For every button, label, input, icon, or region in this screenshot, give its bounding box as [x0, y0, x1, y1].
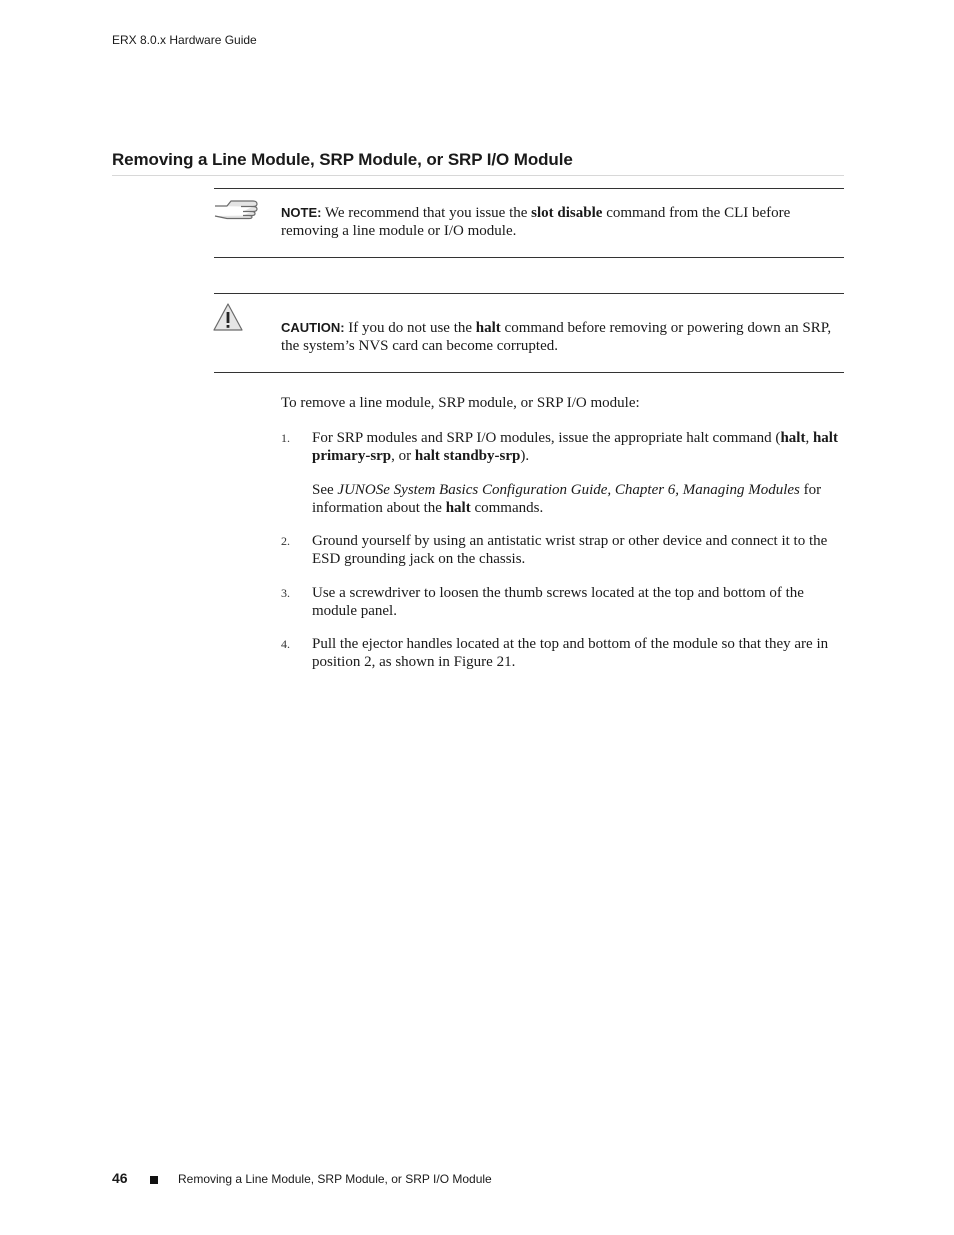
section-title: Removing a Line Module, SRP Module, or SRP I/O Module: [112, 150, 844, 176]
step-number: 4.: [281, 637, 290, 651]
note-top-rule: [214, 188, 844, 189]
step-text: Use a screwdriver to loosen the thumb screws located at the top and bottom of the module panel.: [312, 585, 804, 619]
slot-disable-command: slot disable: [531, 205, 603, 221]
step-text: For SRP modules and SRP I/O modules, issue the appropriate halt command (halt, halt primary-srp, or halt standby-srp).: [312, 430, 838, 464]
footer-section-title: Removing a Line Module, SRP Module, or SRP I/O Module: [178, 1172, 492, 1186]
step-see-also: See JUNOSe System Basics Configuration Guide, Chapter 6, Managing Modules for information about the halt commands.: [312, 482, 822, 516]
procedure-intro: To remove a line module, SRP module, or SRP I/O module:: [281, 395, 640, 411]
cross-reference: JUNOSe System Basics Configuration Guide, Chapter 6, Managing Modules: [337, 482, 800, 498]
footer-bullet-square: [150, 1176, 158, 1184]
page-number: 46: [112, 1170, 128, 1186]
step-number: 2.: [281, 534, 290, 548]
caution-text: CAUTION: If you do not use the halt command before removing or powering down an SRP, the system’s NVS card can become corrupted.: [281, 320, 832, 354]
pointing-hand-icon: [213, 198, 259, 225]
caution-label: CAUTION:: [281, 320, 345, 335]
halt-command: halt: [475, 320, 501, 336]
note-bottom-rule: [214, 257, 844, 258]
caution-bottom-rule: [214, 372, 844, 373]
step-number: 3.: [281, 586, 290, 600]
note-text: NOTE: We recommend that you issue the slot disable command from the CLI before removing a line module or I/O module.: [281, 205, 791, 239]
warning-triangle-icon: [212, 302, 244, 337]
step-text: Ground yourself by using an antistatic wrist strap or other device and connect it to the ESD grounding jack on the chassis.: [312, 533, 828, 567]
caution-top-rule: [214, 293, 844, 294]
note-label: NOTE:: [281, 205, 322, 220]
step-text: Pull the ejector handles located at the top and bottom of the module so that they are in position 2, as shown in Figure 21.: [312, 636, 829, 670]
running-header: ERX 8.0.x Hardware Guide: [112, 33, 257, 47]
step-number: 1.: [281, 431, 290, 445]
